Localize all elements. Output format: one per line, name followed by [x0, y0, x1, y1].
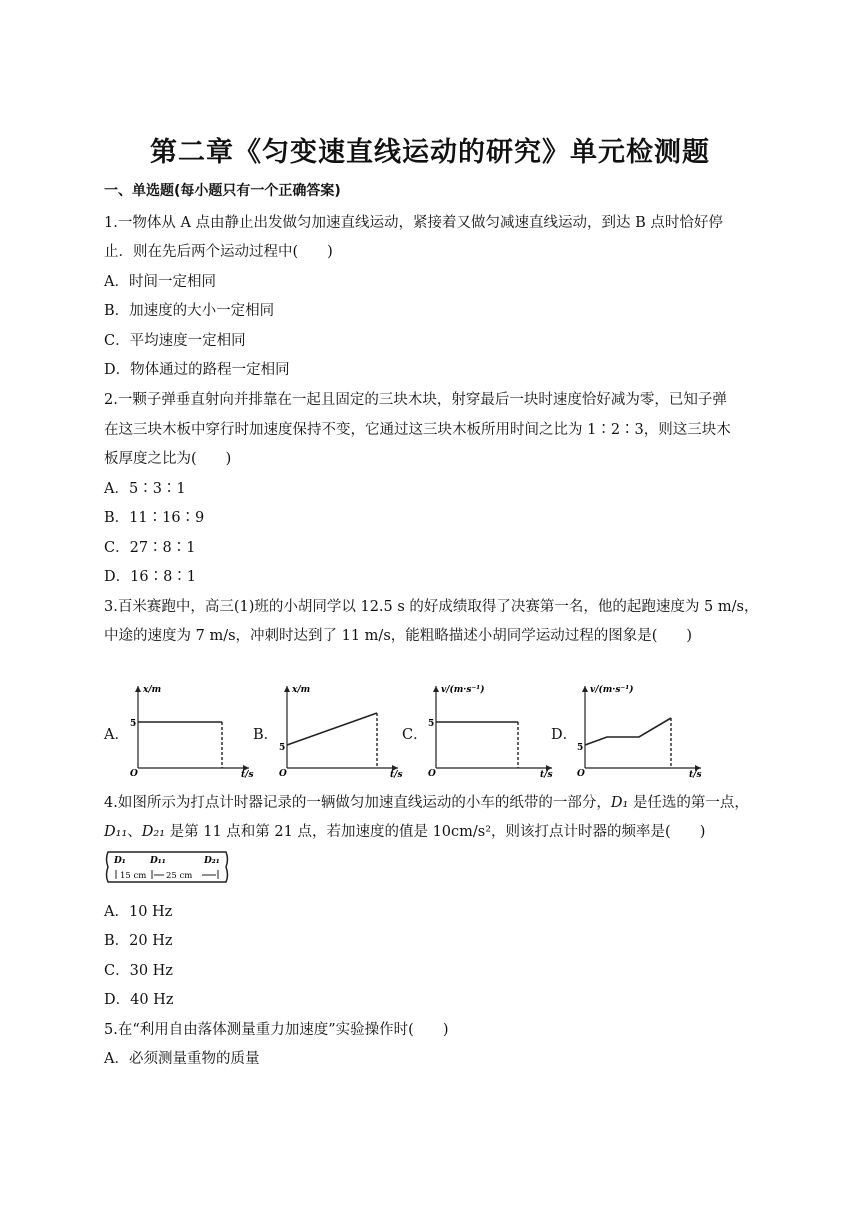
q1-option-d: D．物体通过的路程一定相同	[104, 362, 290, 378]
q4-option-a: A．10 Hz	[104, 904, 173, 920]
q2-stem-line2: 在这三块木板中穿行时加速度保持不变，它通过这三块木板所用时间之比为 1∶2∶3，则这三块木	[104, 422, 731, 438]
q4-tape-point-d21: D₂₁	[204, 856, 220, 866]
q3-graph-a-tick: 5	[130, 719, 137, 729]
q4-tape-point-d11: D₁₁	[150, 856, 166, 866]
document-title: 第二章《匀变速直线运动的研究》单元检测题	[150, 137, 710, 168]
q4-stem-line1-post: 是任选的第一点，	[632, 795, 749, 811]
q4-d11: D₁₁	[104, 824, 128, 840]
q4-option-b: B．20 Hz	[104, 933, 173, 949]
q3-graph-b-origin: O	[279, 769, 287, 779]
q4-tape-seg2: 25 cm	[166, 871, 193, 881]
q3-graph-c	[422, 680, 557, 780]
q3-graph-d-tick: 5	[577, 743, 584, 753]
q3-graph-b-xlabel: t/s	[390, 770, 403, 780]
q4-stem-line1-pre: 4.如图所示为打点计时器记录的一辆做匀加速直线运动的小车的纸带的一部分，	[104, 795, 611, 811]
q3-graph-d-ylabel: v/(m·s⁻¹)	[590, 685, 634, 695]
q3-option-b-label: B．	[253, 727, 279, 743]
q1-stem-line1: 1.一物体从 A 点由静止出发做匀加速直线运动，紧接着又做匀减速直线运动，到达 B 点时恰好停	[104, 215, 723, 231]
q3-graph-c-xlabel: t/s	[540, 770, 553, 780]
q2-option-b: B．11∶16∶9	[104, 510, 205, 526]
q3-graph-b-tick: 5	[279, 743, 286, 753]
q3-graph-c-tick: 5	[428, 719, 435, 729]
q3-graph-d	[571, 680, 706, 780]
q2-option-c: C．27∶8∶1	[104, 540, 196, 556]
q4-tape-seg1: 15 cm	[120, 871, 147, 881]
q3-stem-line1: 3.百米赛跑中，高三(1)班的小胡同学以 12.5 s 的好成绩取得了决赛第一名，他的起跑速度为 5 m/s，	[104, 599, 759, 615]
q5-stem-line1: 5.在“利用自由落体测量重力加速度”实验操作时( )	[104, 1022, 449, 1038]
q3-graph-d-curve	[585, 718, 671, 745]
q1-stem-line2: 止．则在先后两个运动过程中( )	[104, 244, 333, 260]
q3-option-d-label: D．	[551, 727, 578, 743]
q3-graph-a-origin: O	[130, 769, 138, 779]
q2-option-d: D．16∶8∶1	[104, 569, 197, 585]
q3-graph-a	[124, 680, 254, 780]
q4-d1: D₁	[610, 795, 629, 811]
q3-graph-b-ylabel: x/m	[292, 685, 311, 695]
q3-option-c-label: C．	[402, 727, 428, 743]
q2-stem-line3: 板厚度之比为( )	[104, 451, 232, 467]
q3-graph-a-ylabel: x/m	[143, 685, 162, 695]
q2-option-a: A．5∶3∶1	[104, 481, 186, 497]
q5-option-a: A．必须测量重物的质量	[104, 1051, 260, 1067]
q2-stem-line1: 2.一颗子弹垂直射向并排靠在一起且固定的三块木块，射穿最后一块时速度恰好减为零，已知子弹	[104, 392, 727, 408]
q3-stem-line2: 中途的速度为 7 m/s，冲刺时达到了 11 m/s，能粗略描述小胡同学运动过程的图象是( )	[104, 628, 693, 644]
q4-option-c: C．30 Hz	[104, 963, 173, 979]
q3-graph-b-curve	[287, 713, 377, 745]
q3-graph-d-origin: O	[577, 769, 585, 779]
q4-stem-line2-post: 是第 11 点和第 21 点，若加速度的值是 10cm/s²，则该打点计时器的频率是( )	[169, 824, 706, 840]
q4-tape-point-d1: D₁	[114, 856, 126, 866]
q4-stem-line1	[104, 791, 749, 812]
q3-graph-d-xlabel: t/s	[689, 770, 702, 780]
q3-graph-b	[273, 680, 403, 780]
q1-option-b: B．加速度的大小一定相同	[104, 303, 275, 319]
q3-graph-c-ylabel: v/(m·s⁻¹)	[441, 685, 485, 695]
q3-option-a-label: A．	[104, 727, 129, 743]
q4-d21: D₂₁	[141, 824, 166, 840]
q3-graph-c-origin: O	[428, 769, 436, 779]
q4-stem-line2: D₁₁、D₂₁ 是第 11 点和第 21 点，若加速度的值是 10cm/s²，则该打点计时器的频率是( )	[104, 824, 706, 840]
section-heading: 一、单选题(每小题只有一个正确答案)	[104, 183, 341, 199]
q1-option-a: A．时间一定相同	[104, 274, 216, 290]
q4-paper-tape	[104, 849, 230, 885]
q3-graph-a-xlabel: t/s	[241, 770, 254, 780]
q4-option-d: D．40 Hz	[104, 992, 174, 1008]
q1-option-c: C．平均速度一定相同	[104, 333, 246, 349]
